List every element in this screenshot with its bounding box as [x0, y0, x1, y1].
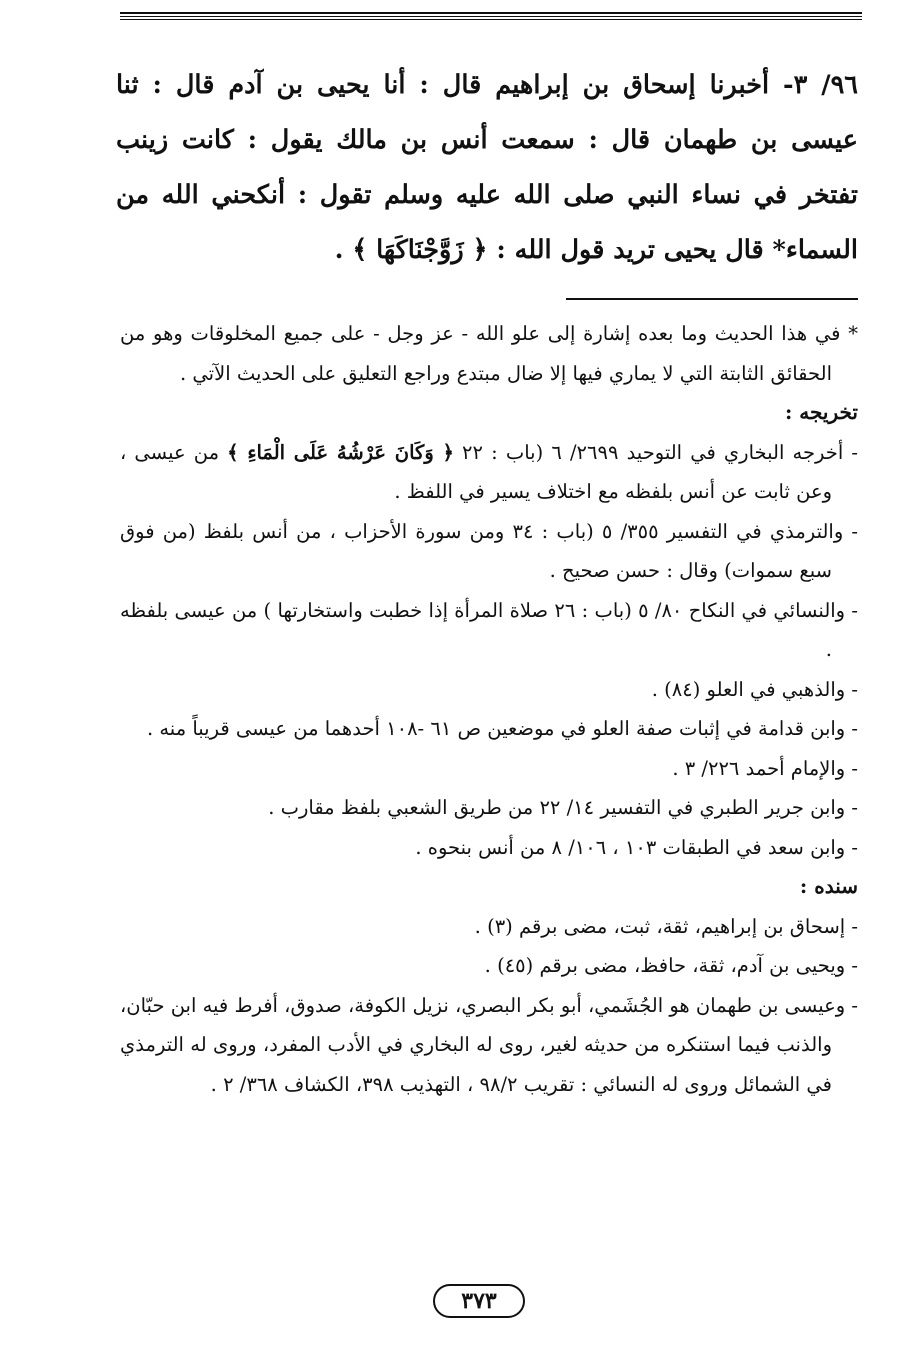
takhrij-item: - والإمام أحمد ٢٢٦/ ٣ .: [672, 756, 858, 780]
takhrij-item: - وابن قدامة في إثبات صفة العلو في موضعين ص ٦١ -١٠٨ أحدهما من عيسى قريباً منه .: [146, 717, 858, 740]
page-number: [433, 1284, 525, 1318]
footnote-separator: [566, 298, 858, 300]
hadith-paragraph: [116, 58, 858, 278]
takhrij-item: - والنسائي في النكاح ٨٠/ ٥ (باب : ٢٦ صلاة المرأة إذا خطبت واستخارتها ) من عيسى بلفظه .: [120, 598, 858, 661]
takhrij-item: - وابن سعد في الطبقات ١٠٣ ، ١٠٦/ ٨ من أنس بنحوه .: [415, 835, 858, 859]
takhrij-item: - والذهبي في العلو (٨٤) .: [651, 677, 858, 701]
takhrij-item: - والترمذي في التفسير ٣٥٥/ ٥ (باب : ٣٤ ومن سورة الأحزاب ، من أنس بلفظ (من فوق سبع سموات) وقال : حسن صحيح .: [120, 519, 859, 582]
sanad-item: - إسحاق بن إبراهيم، ثقة، ثبت، مضى برقم (٣) .: [474, 914, 858, 938]
notes-block: [120, 314, 858, 1104]
takhrij-item-text-cont: من عيسى ، وعن ثابت عن أنس بلفظه مع اختلاف يسير في اللفظ .: [120, 440, 832, 503]
takhrij-item: - وابن جرير الطبري في التفسير ١٤/ ٢٢ من طريق الشعبي بلفظ مقارب .: [268, 796, 858, 819]
page-number-text: ٣٧٣: [461, 1288, 497, 1314]
hadith-text-block: [116, 58, 858, 278]
hadith-end: .: [334, 235, 353, 265]
quran-quote-inline: ﴿ وَكَانَ عَرْشُهُ عَلَى الْمَاءِ ﴾: [227, 440, 454, 464]
header-rule-thin-lower: [120, 19, 862, 20]
hadith-text: ٩٦/ ٣- أخبرنا إسحاق بن إبراهيم قال : أنا يحيى بن آدم قال : ثنا عيسى بن طهمان قال : سمعت أنس بن مالك يقول : كانت زينب تفتخر في نساء النبي صلى الله عليه وسلم تقول : أنكحني الله من السماء* قال يحيى تريد قول الله :: [116, 70, 858, 265]
header-rule-thick: [120, 12, 862, 14]
sanad-item: - وعيسى بن طهمان هو الجُشَمي، أبو بكر البصري، نزيل الكوفة، صدوق، أفرط فيه ابن حبّان، والذنب فيما استنكره من حديثه لغير، روى له البخاري في الأدب المفرد، وروى له الترمذي في الشمائل وروى له النسائي : تقريب ٩٨/٢ ، التهذيب ٣٩٨، الكشاف ٣٦٨/ ٢ .: [120, 993, 858, 1096]
takhrij-item: [120, 433, 858, 512]
header-rule-thin: [120, 16, 862, 17]
quran-quote: ﴿ زَوَّجْنَاكَهَا ﴾: [352, 235, 488, 265]
takhrij-heading: تخريجه :: [784, 400, 858, 424]
footnote-star: * في هذا الحديث وما بعده إشارة إلى علو الله - عز وجل - على جميع المخلوقات وهو من الحقائق الثابتة التي لا يماري فيها إلا ضال مبتدع وراجع التعليق على الحديث الآتي .: [120, 322, 858, 385]
sanad-item: - ويحيى بن آدم، ثقة، حافظ، مضى برقم (٤٥) .: [484, 954, 858, 977]
takhrij-item-text: - أخرجه البخاري في التوحيد ٢٦٩٩/ ٦ (باب : ٢٢: [453, 440, 858, 464]
sanad-heading: سنده :: [799, 874, 858, 898]
